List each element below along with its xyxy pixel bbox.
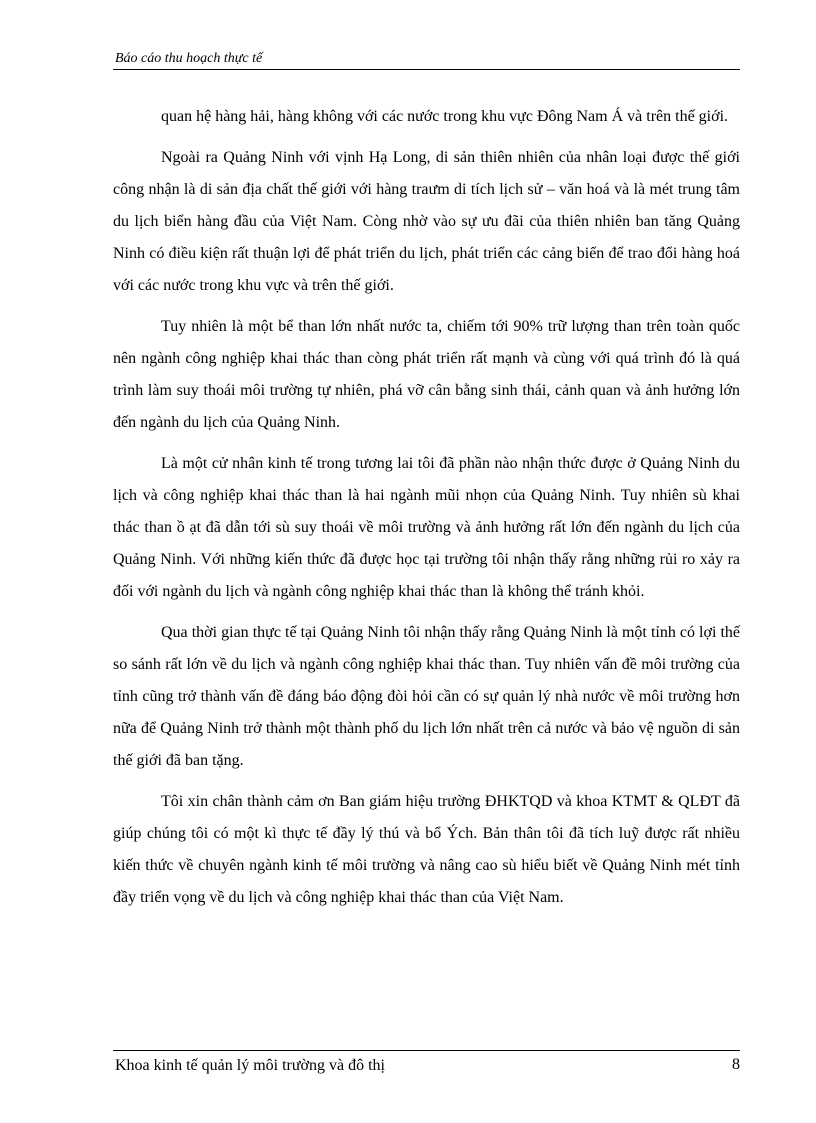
page-header bbox=[113, 50, 740, 70]
paragraph-5: Qua thời gian thực tế tại Quảng Ninh tôi nhận thấy rằng Quảng Ninh là một tỉnh có lợi thế so sánh rất lớn về du lịch và ngành công nghiệp khai thác than. Tuy nhiên vấn đề môi trường của tỉnh cũng trở thành vấn đề đáng báo động đòi hỏi cần có sự quản lý nhà nước về môi trường hơn nữa để Quảng Ninh trở thành một thành phố du lịch lớn nhất trên cả nước và bảo vệ nguồn di sản thế giới đã ban tặng. bbox=[113, 624, 740, 769]
paragraph-1: quan hệ hàng hải, hàng không với các nước trong khu vực Đông Nam Á và trên thế giới. bbox=[161, 108, 729, 125]
paragraph-2: Ngoài ra Quảng Ninh với vịnh Hạ Long, di sản thiên nhiên của nhân loại được thế giới công nhận là di sản địa chất thế giới với hàng traưm di tích lịch sử – văn hoá và là mét trung tâm du lịch biển hàng đầu của Việt Nam. Còng nhờ vào sự ưu đãi của thiên nhiên ban tăng Quảng Ninh có điều kiện rất thuận lợi để phát triển du lịch, phát triển các cảng biển để trao đổi hàng hoá với các nước trong khu vực và trên thế giới. bbox=[113, 149, 740, 294]
paragraph-4: Là một cử nhân kinh tế trong tương lai tôi đã phần nào nhận thức được ở Quảng Ninh du lịch và công nghiệp khai thác than là hai ngành mũi nhọn của Quảng Ninh. Tuy nhiên sù khai thác than ồ ạt đã dẫn tới sù suy thoái về môi trường và ảnh hưởng rất lớn đến ngành du lịch của Quảng Ninh. Với những kiến thức đã được học tại trường tôi nhận thấy rằng những rủi ro xảy ra đối với ngành du lịch và ngành công nghiệp khai thác than là không thể tránh khỏi. bbox=[113, 455, 740, 600]
paragraph-6: Tôi xin chân thành cảm ơn Ban giám hiệu trường ĐHKTQD và khoa KTMT & QLĐT đã giúp chúng tôi có một kì thực tế đầy lý thú và bổ Ých. Bản thân tôi đã tích luỹ được rất nhiều kiến thức về chuyên ngành kinh tế môi trường và nâng cao sù hiểu biết về Quảng Ninh mét tỉnh đầy triển vọng về du lịch và công nghiệp khai thác than của Việt Nam. bbox=[113, 793, 740, 906]
paragraph-3: Tuy nhiên là một bể than lớn nhất nước ta, chiếm tới 90% trữ lượng than trên toàn quốc nên ngành công nghiệp khai thác than còng phát triển rất mạnh và cùng với quá trình đó là quá trình làm suy thoái môi trường tự nhiên, phá vỡ cân bằng sinh thái, cảnh quan và ảnh hưởng lớn đến ngành du lịch của Quảng Ninh. bbox=[113, 318, 740, 431]
footer-department: Khoa kinh tế quản lý môi trường và đô thị bbox=[115, 1057, 385, 1074]
page-number: 8 bbox=[732, 1056, 740, 1073]
document-body bbox=[113, 101, 740, 923]
page-footer bbox=[113, 1050, 740, 1077]
header-title: Báo cáo thu hoạch thực tế bbox=[115, 51, 263, 66]
